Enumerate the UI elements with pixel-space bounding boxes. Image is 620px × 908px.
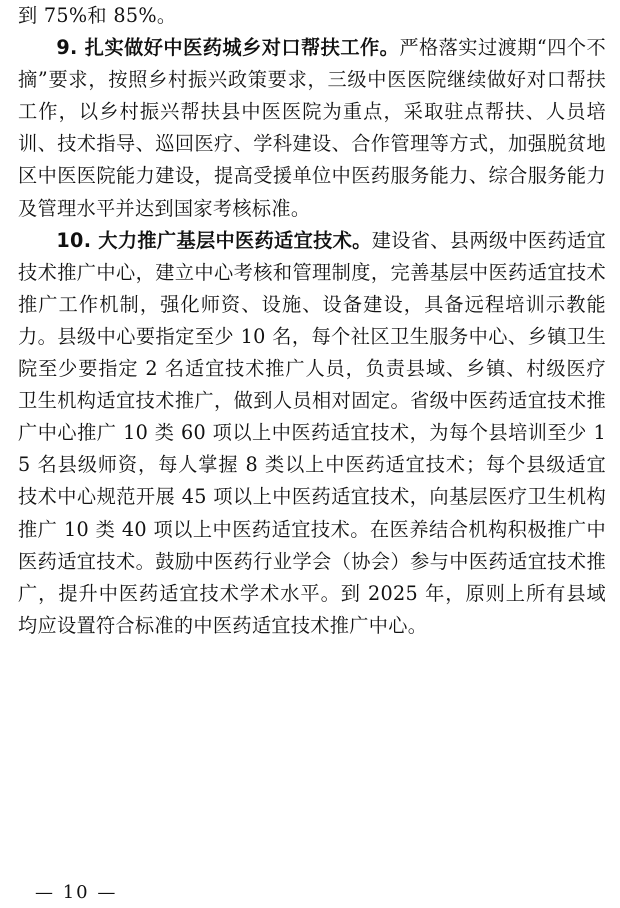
page-number: — 10 — bbox=[35, 882, 118, 903]
section-10-body: 建设省、县两级中医药适宜技术推广中心，建立中心考核和管理制度，完善基层中医药适宜技术推广工作机制，强化师资、设施、设备建设，具备远程培训示教能力。县级中心要指定至少 10 名，每个社区卫生服务中心、乡镇卫生院至少要指定 2 名适宜技术推广人员，负责县域、乡镇、村级医疗卫生机构适宜技术推广，做到人员相对固定。省级中医药适宜技术推广中心推广 10 类 60 项以上中医药适宜技术，为每个县培训至少 15 名县级师资，每人掌握 8 类以上中医药适宜技术；每个县级适宜技术中心规范开展 45 项以上中医药适宜技术，向基层医疗卫生机构推广 10 类 40 项以上中医药适宜技术。在医养结合机构积极推广中医药适宜技术。鼓励中医药行业学会（协会）参与中医药适宜技术推广，提升中医药适宜技术学术水平。到 2025 年，原则上所有县域均应设置符合标准的中医药适宜技术推广中心。 bbox=[18, 228, 606, 637]
document-body bbox=[18, 0, 606, 642]
section-9-heading: 9. 扎实做好中医药城乡对口帮扶工作。 bbox=[56, 36, 400, 60]
section-10-paragraph bbox=[18, 225, 606, 642]
continuation-paragraph: 到 75%和 85%。 bbox=[18, 4, 177, 27]
section-9-paragraph bbox=[18, 32, 606, 225]
section-9-body: 严格落实过渡期“四个不摘”要求，按照乡村振兴政策要求，三级中医医院继续做好对口帮扶工作，以乡村振兴帮扶县中医医院为重点，采取驻点帮扶、人员培训、技术指导、巡回医疗、学科建设、合作管理等方式，加强脱贫地区中医医院能力建设，提高受援单位中医药服务能力、综合服务能力及管理水平并达到国家考核标准。 bbox=[18, 36, 606, 220]
section-10-heading: 10. 大力推广基层中医药适宜技术。 bbox=[56, 228, 372, 252]
